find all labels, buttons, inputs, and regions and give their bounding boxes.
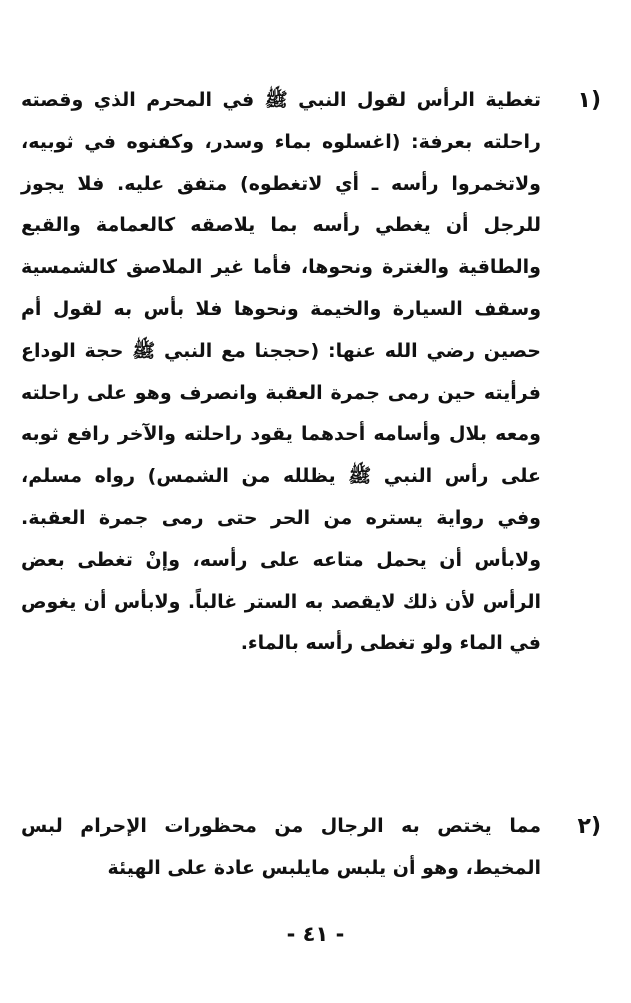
footnote-1 [21, 80, 601, 665]
footnote-number: (١ [577, 88, 601, 113]
footnote-text: مما يختص به الرجال من محظورات الإحرام لبس المخيط، وهو أن يلبس مايلبس عادة على الهيئة [21, 815, 541, 879]
footnote-text: تغطية الرأس لقول النبي ﷺ في المحرم الذي وقصته راحلته بعرفة: (اغسلوه بماء وسدر، وكفنوه في ثوبيه، ولاتخمروا رأسه ـ أي لاتغطوه) متفق عليه. فلا يجوز للرجل أن يغطي رأسه بما يلاصقه كالعمامة والقبع والطاقية والغترة ونحوها، فأما غير الملاصق كالشمسية وسقف السيارة والخيمة ونحوها فلا بأس به لقول أم حصين رضي الله عنها: (حججنا مع النبي ﷺ حجة الوداع فرأيته حين رمى جمرة العقبة وانصرف وهو على راحلته ومعه بلال وأسامه أحدهما يقود راحلته والآخر رافع ثوبه على رأس النبي ﷺ يظلله من الشمس) رواه مسلم، وفي رواية يستره من الحر حتى رمى جمرة العقبة. ولابأس أن يحمل متاعه على رأسه، وإنْ تغطى بعض الرأس لأن ذلك لايقصد به الستر غالباً. ولابأس أن يغوص في الماء ولو تغطى رأسه بالماء. [21, 89, 541, 655]
page-number: - ٤١ - [286, 922, 345, 946]
footnote-number: (٢ [577, 814, 601, 839]
footnote-2 [21, 806, 601, 890]
